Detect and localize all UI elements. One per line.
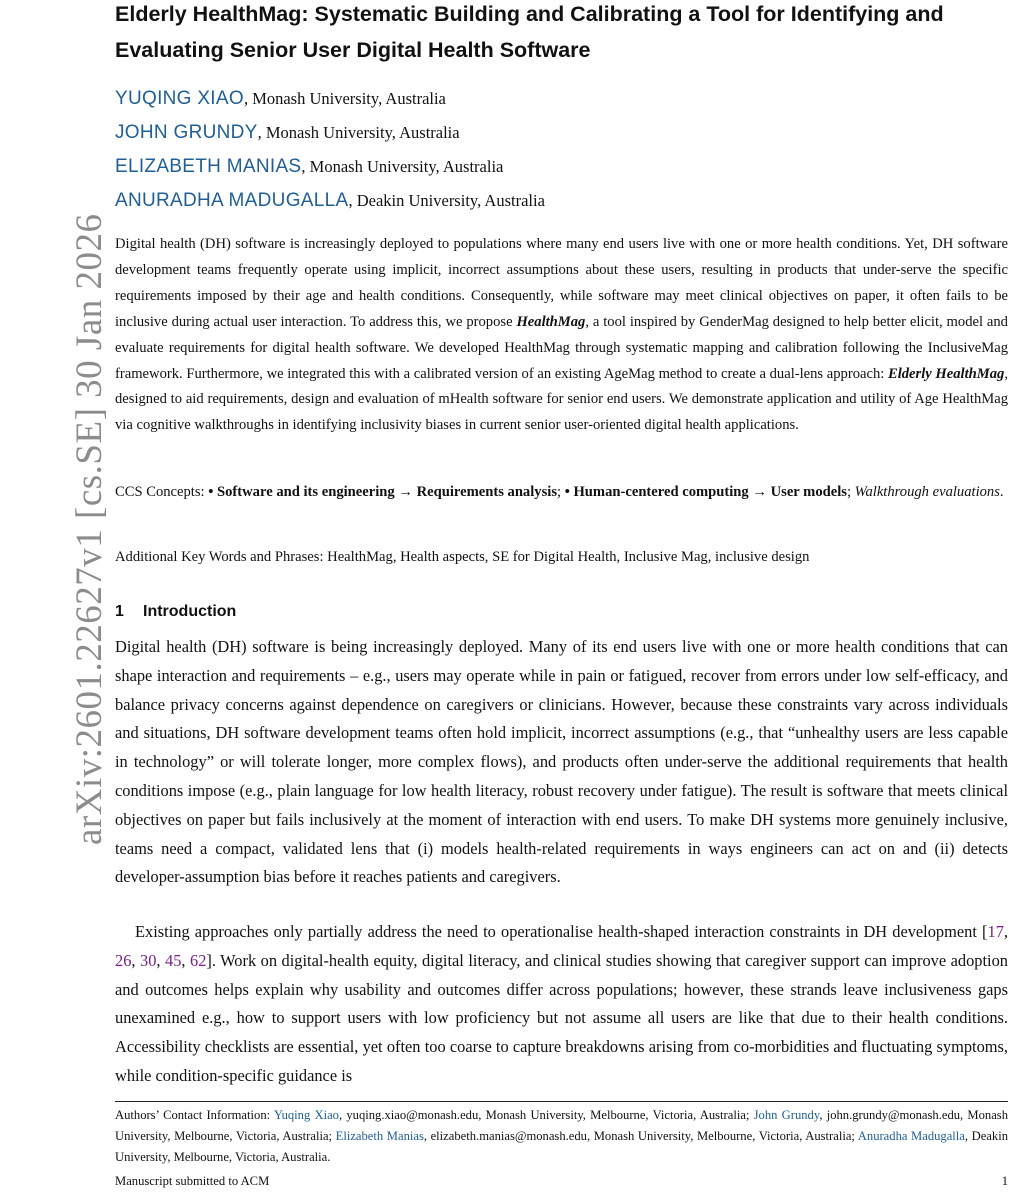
page-footer — [115, 1172, 1008, 1190]
arxiv-identifier: arXiv:2601.22627v1 [cs.SE] 30 Jan 2026 — [69, 213, 110, 845]
ccs-concepts: CCS Concepts: • Software and its engineering → Requirements analysis; • Human-centered computing → User models; Walkthrough evaluations. — [115, 484, 1004, 500]
author-entry — [115, 152, 995, 186]
keywords: Additional Key Words and Phrases: HealthMag, Health aspects, SE for Digital Health, Inclusive Mag, inclusive design — [115, 549, 810, 565]
body-paragraph: Digital health (DH) software is being increasingly deployed. Many of its end users live with one or more health conditions that can shape interaction and requirements – e.g., users may operate while in pain or fatigued, recover from errors under low self-efficacy, and balance privacy concerns against dependence on caregivers or clinicians. However, because these constraints vary across individuals and situations, DH software development teams often hold implicit, incorrect assumptions (e.g., that “unhealthy users are less capable in technology” or will tolerate longer, more complex flows), and products often under-serve the additional requirements that health conditions impose (e.g., plain language for low health literacy, robust recovery under fatigue). The result is software that meets clinical objectives on paper but fails inclusively at the moment of interaction with end users. To make DH systems more genuinely inclusive, teams need a compact, validated lens that (i) models health-related requirements in ways engineers can act on and (ii) detects developer-assumption bias before it reaches patients and caregivers. — [115, 637, 1008, 887]
author-affiliation: , Monash University, Australia — [243, 89, 446, 108]
citation-link[interactable]: 62 — [190, 950, 207, 970]
ccs-concept: • Software and its engineering → Requirements analysis — [208, 484, 557, 500]
citation-link[interactable]: 17 — [987, 922, 1004, 941]
author-affiliation: , Deakin University, Australia — [348, 191, 545, 210]
manuscript-note: Manuscript submitted to ACM — [115, 1174, 270, 1188]
author-link[interactable]: Anuradha Madugalla — [857, 1129, 965, 1143]
section-heading — [115, 599, 995, 625]
abstract: Digital health (DH) software is increasingly deployed to populations where many end users live with one or more health conditions. Yet, DH software development teams frequently operate using implicit, incorrect assumptions about these users, resulting in products that under-serve the specific requirements imposed by their age and health conditions. Consequently, while software may meet clinical objectives on paper, it often fails to be inclusive during actual user interaction. To address this, we propose HealthMag, a tool inspired by GenderMag designed to help better elicit, model and evaluate requirements for digital health software. We developed HealthMag through systematic mapping and calibration following the InclusiveMag framework. Furthermore, we integrated this with a calibrated version of an existing AgeMag method to create a dual-lens approach: Elderly HealthMag, designed to aid requirements, design and evaluation of mHealth software for senior end users. We demonstrate application and utility of Age HealthMag via cognitive walkthroughs in identifying inclusivity biases in current senior user-oriented digital health applications. — [115, 236, 1008, 434]
paper-title: Elderly HealthMag: Systematic Building and Calibrating a Tool for Identifying and Evaluating Senior User Digital Health Software — [115, 2, 944, 62]
author-affiliation: , Monash University, Australia — [257, 123, 460, 142]
author-name-link[interactable]: ANURADHA MADUGALLA — [115, 190, 349, 211]
section-title: Introduction — [143, 603, 237, 620]
ccs-concept: Walkthrough evaluations — [854, 484, 1000, 500]
section-number: 1 — [115, 603, 124, 620]
author-name-link[interactable]: ELIZABETH MANIAS — [115, 156, 302, 177]
footnote-contact: Authors’ Contact Information: Yuqing Xiao, yuqing.xiao@monash.edu, Monash University, Melbourne, Victoria, Australia; John Grundy, john.grundy@monash.edu, Monash University, Melbourne, Victoria, Australia; Elizabeth Manias, elizabeth.manias@monash.edu, Monash University, Melbourne, Victoria, Australia; Anuradha Madugalla, Deakin University, Melbourne, Victoria, Australia. — [115, 1108, 1008, 1164]
citation-link[interactable]: 45 — [165, 950, 182, 970]
author-list — [115, 84, 995, 220]
page-number: 1 — [1001, 1174, 1008, 1188]
author-entry — [115, 84, 995, 118]
emphasis-elderly-healthmag: Elderly HealthMag — [887, 365, 1005, 382]
footnote-divider — [115, 1101, 1008, 1102]
author-entry — [115, 186, 995, 220]
author-name-link[interactable]: YUQING XIAO — [115, 88, 244, 109]
citation-link[interactable]: 26 — [115, 950, 132, 970]
author-link[interactable]: Elizabeth Manias — [335, 1129, 424, 1143]
author-link[interactable]: Yuqing Xiao — [273, 1108, 339, 1122]
author-name-link[interactable]: JOHN GRUNDY — [115, 122, 258, 143]
emphasis-healthmag: HealthMag — [516, 313, 586, 330]
citation-link[interactable]: 30 — [140, 950, 157, 970]
author-affiliation: , Monash University, Australia — [301, 157, 504, 176]
author-entry — [115, 118, 995, 152]
author-link[interactable]: John Grundy — [753, 1108, 820, 1122]
body-paragraph: Existing approaches only partially address the need to operationalise health-shaped interaction constraints in DH development [17, 26, 30, 45, 62]. Work on digital-health equity, digital literacy, and clinical studies showing that caregiver support can improve adoption and outcomes helps explain why usability and outcomes differ across populations; however, these strands leave inclusiveness gaps unexamined e.g., how to support users with low proficiency but not assume all users are like that due to their health conditions. Accessibility checklists are essential, yet often too coarse to capture breakdowns arising from co-morbidities and fluctuating symptoms, while condition-specific guidance is — [115, 922, 1008, 1085]
ccs-concept: • Human-centered computing → User models — [564, 484, 847, 500]
